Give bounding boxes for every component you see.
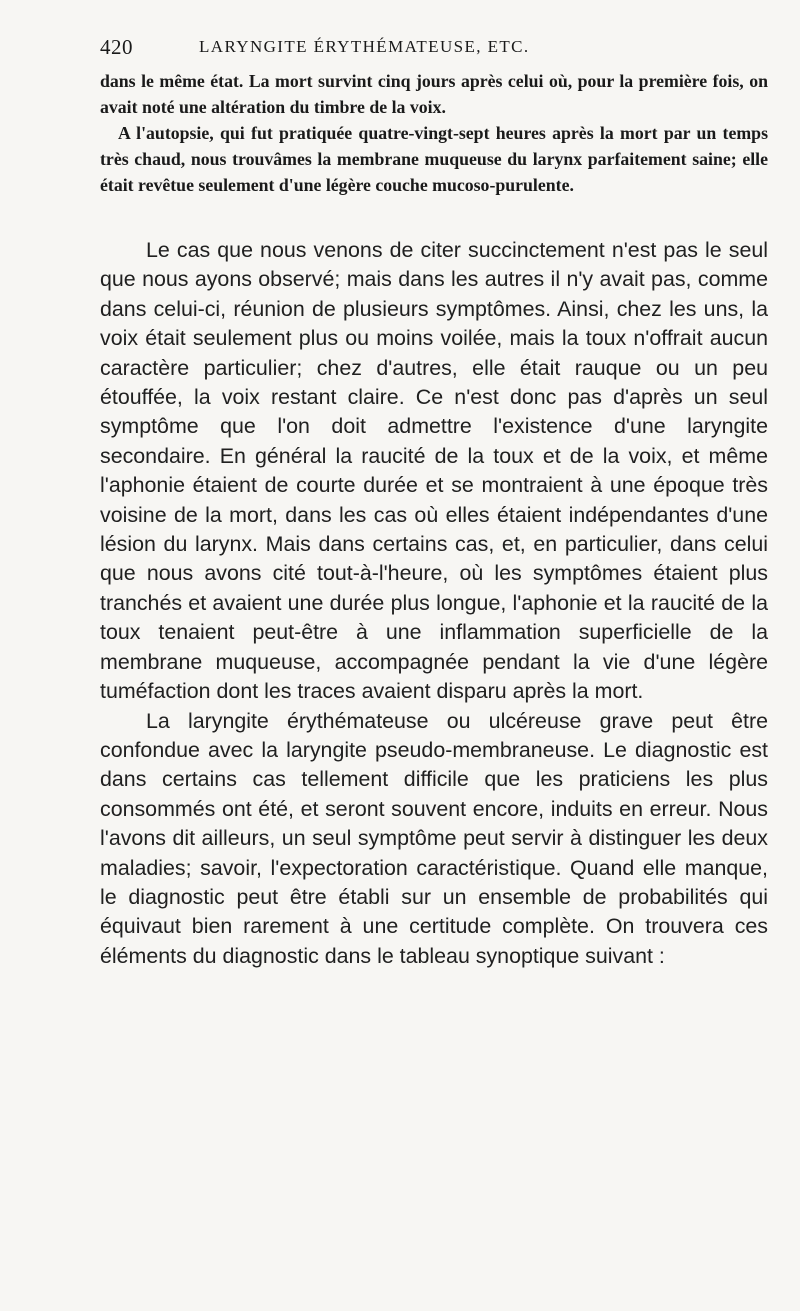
running-title: LARYNGITE ÉRYTHÉMATEUSE, ETC. <box>199 37 530 56</box>
page-header <box>100 30 645 64</box>
paragraph-differential-diagnosis: La laryngite érythémateuse ou ulcéreuse grave peut être confondue avec la laryngite pseudo-membraneuse. Le diagnostic est dans certains cas tellement difficile que les praticiens les plus consommés ont été, et seront souvent encore, induits en erreur. Nous l'avons dit ailleurs, un seul symptôme peut servir à distinguer les deux maladies; savoir, l'expectoration caractéristique. Quand elle manque, le diagnostic peut être établi sur un ensemble de probabilités qui équivaut bien rarement à une certitude complète. On trouvera ces éléments du diagnostic dans le tableau synoptique suivant : <box>100 708 768 968</box>
page-number: 420 <box>100 34 133 59</box>
small-text-block <box>100 68 768 198</box>
small-paragraph-continuation: dans le même état. La mort survint cinq jours après celui où, pour la première fois, on avait noté une altération du timbre de la voix. <box>100 71 768 117</box>
paragraph-secondary-laryngitis: Le cas que nous venons de citer succinctement n'est pas le seul que nous ayons observé; mais dans les autres il n'y avait pas, comme dans celui-ci, réunion de plusieurs symptômes. Ainsi, chez les uns, la voix était seulement plus ou moins voilée, mais la toux n'offrait aucun caractère particulier; chez d'autres, elle était rauque ou un peu étouffée, la voix restant claire. Ce n'est donc pas d'après un seul symptôme que l'on doit admettre l'existence d'une laryngite secondaire. En général la raucité de la toux et de la voix, et même l'aphonie étaient de courte durée et se montraient à une époque très voisine de la mort, dans les cas où elles étaient indépendantes d'une lésion du larynx. Mais dans certains cas, et, en particulier, dans celui que nous avons cité tout-à-l'heure, où les symptômes étaient plus tranchés et avaient une durée plus longue, l'aphonie et la raucité de la toux tenaient peut-être à une inflammation superficielle de la membrane muqueuse, accompagnée pendant la vie d'une légère tuméfaction dont les traces avaient disparu après la mort. <box>100 238 768 704</box>
small-paragraph-autopsy: A l'autopsie, qui fut pratiquée quatre-vingt-sept heures après la mort par un temps très chaud, nous trouvâmes la membrane muqueuse du larynx parfaitement saine; elle était revêtue seulement d'une légère couche mucoso-purulente. <box>100 123 768 195</box>
large-text-block <box>100 236 768 971</box>
